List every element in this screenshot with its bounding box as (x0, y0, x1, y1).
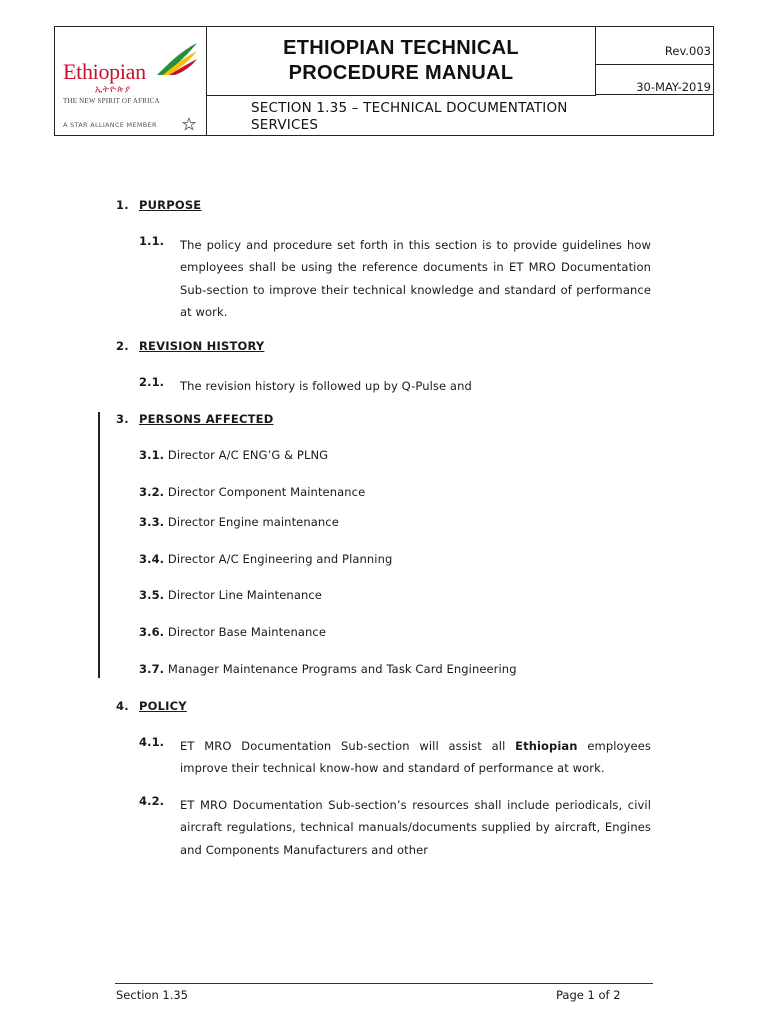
footer-page-number: Page 1 of 2 (556, 988, 621, 1002)
list-item (139, 662, 517, 676)
list-item (139, 588, 322, 602)
text-segment: employees improve their technical know-how and standard of performance at work. (180, 739, 651, 776)
text-bold: Ethiopian (515, 739, 578, 753)
item-number: 3.1. (139, 448, 165, 462)
item-text: Director Line Maintenance (167, 588, 322, 602)
item-number: 3.6. (139, 625, 165, 639)
logo-amharic: ኢትዮጵያ (95, 85, 132, 95)
footer-section: Section 1.35 (116, 988, 188, 1002)
heading-number: 2. (116, 339, 129, 353)
paragraph-text: The revision history is followed up by Q-Pulse and (180, 379, 472, 393)
list-item (139, 485, 365, 499)
heading-number: 1. (116, 198, 129, 212)
item-number: 3.7. (139, 662, 165, 676)
item-text: Director A/C ENG’G & PLNG (167, 448, 329, 462)
paragraph-number: 2.1. (139, 375, 165, 389)
list-item (139, 625, 326, 639)
list-item (139, 448, 328, 462)
item-text: Director Engine maintenance (167, 515, 339, 529)
section-title-line2: SERVICES (251, 117, 319, 133)
manual-title-line2: PROCEDURE MANUAL (288, 62, 514, 84)
item-text: Director Base Maintenance (167, 625, 326, 639)
item-text: Director Component Maintenance (167, 485, 366, 499)
manual-title-line1: ETHIOPIAN TECHNICAL (283, 37, 519, 59)
item-text: Manager Maintenance Programs and Task Card Engineering (167, 662, 517, 676)
logo-wordmark: Ethiopian (63, 59, 146, 84)
change-bar (98, 412, 100, 678)
paragraph-text (180, 735, 651, 780)
revision-number: Rev.003 (595, 27, 713, 65)
paragraph-text: ET MRO Documentation Sub-section’s resources shall include periodicals, civil aircraft regulations, technical manuals/documents supplied by aircraft, Engines and Components Manufacturers and other (180, 798, 651, 857)
heading-title: POLICY (139, 699, 187, 713)
paragraph-number: 4.1. (139, 735, 165, 749)
paragraph-number: 1.1. (139, 234, 165, 248)
list-item (139, 515, 339, 529)
text-segment: ET MRO Documentation Sub-section will assist all (180, 739, 516, 753)
heading-number: 3. (116, 412, 129, 426)
heading-title: PURPOSE (139, 198, 202, 212)
paragraph-text: The policy and procedure set forth in this section is to provide guidelines how employees shall be using the reference documents in ET MRO Documentation Sub-section to improve their technical knowledge and standard of performance at work. (180, 238, 651, 319)
revision-date: 30-MAY-2019 (595, 65, 713, 95)
heading-title: PERSONS AFFECTED (139, 412, 274, 426)
heading-number: 4. (116, 699, 129, 713)
list-item (139, 552, 392, 566)
item-number: 3.3. (139, 515, 165, 529)
logo-tagline: THE NEW SPIRIT OF AFRICA (63, 97, 160, 105)
heading-title: REVISION HISTORY (139, 339, 265, 353)
item-number: 3.2. (139, 485, 165, 499)
paragraph-number: 4.2. (139, 794, 165, 808)
logo-alliance: A STAR ALLIANCE MEMBER (63, 121, 157, 129)
item-text: Director A/C Engineering and Planning (167, 552, 393, 566)
section-title-line1: SECTION 1.35 – TECHNICAL DOCUMENTATION (251, 100, 568, 116)
footer-divider (115, 983, 653, 984)
item-number: 3.5. (139, 588, 165, 602)
item-number: 3.4. (139, 552, 165, 566)
